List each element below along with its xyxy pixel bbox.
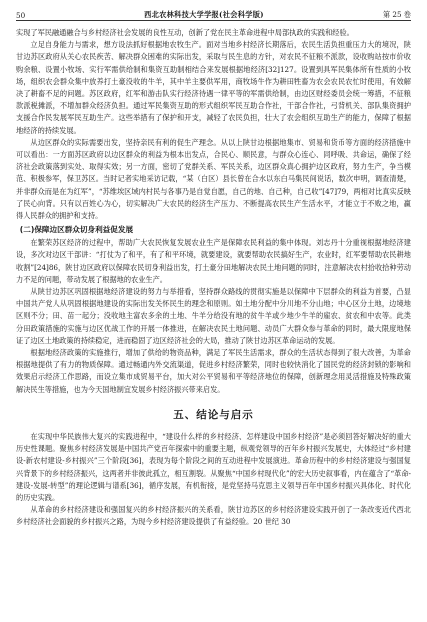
paragraph-people-first: 从边区群众的实际需要出发，坚持亲民有利的促生产理念。从以上陕甘边根据地集市、贸易和货币等方面的经济措施中可以看出：一方面苏区政府以边区群众的利益为根本出发点，合民心、顺民意，与群众心连心、同呼吸、共命运，确保了经济社会政策落到实处、取得实效；另一方面，密切了党群关系、军民关系，边区群众真心拥护边区政府，努力生产，争当模范、积极参军，保卫苏区。当时记者实地采访记载，“某（白区）县长曾在合水以东白马集民间说话，数次申明，调查清楚，并非群众而是在为红军”，“苏维埃区域内村民与各事乃是自觉自愿，自己的地、自己种，自己收”[47]79，两相对比真实反映了民心向背。只有以百姓心为心，切实解决广大农民的经济生产压力、不断提高农民生产生活水平，才能立于不败之地，赢得人民群众的拥护和支持。 [16,137,411,221]
paragraph-land-policy: 从陕甘边苏区巩固根据地经济建设的努力与举措看，坚持群众路线的贯彻实施是以保障中下层群众的利益为首要，凸显中国共产党人从巩固根据地建设的实际出发关怀民生的理念和原则。如土地分配中分川地不分山地；中心区分土地，边境地区则不分；田、苗一起分；没收地主富农多余的土地、牛羊分给没有地的贫牛羊或少地少牛羊的雇农、贫农和中农等。此类分田政策措施的实施与边区优战工作的开展一体推进，在解决农民土地问题、动员广大群众参与革命的同时，最大限度地保证了边区土地政策的持续稳定，进而稳固了边区经济社会的大局，推动了陕甘边苏区革命运动的发展。 [16,287,411,345]
paragraph-agriculture: 立足自身能力与需求，想方设法抓好根据地农牧生产。面对当地乡村经济长期落后，农民生活负担重压力大的境况，陕甘边苏区政府从关心农民疾苦、解决群众困难的实际出发，采取与民生息的方针，对农民不征粮不派款，设收购站按市价收购余粮、设置小牧场、实行军需供给制和集资互助制相结合来发展根据地经济[32]127。设置到具军民集体所有性质的小牧场，组织农会群众集中放养打土豪没收的牛羊，其中羊主要供军用，商牧场牛作为耕田牲畜为农会农民农忙时使用，有效解决了耕畜不足的问题。苏区政府，红军和游击队实行经济待遇一律平等的军需供给制，由边区财经委员会统一筹措，不征粮款派税摊派，不增加群众经济负担。通过军民集资互助的形式组织军民互助合作社，干部合作社，弓背机关、部队集资拥护支援合作民发展军民互助生产。这些举措有了保护和开支，减轻了农民负担，壮大了农会组织互助生产的能力，保障了根据地经济的持续发展。 [16,40,411,135]
page-number: 50 [16,11,26,20]
subsection-heading: (二)保障边区群众切身利益促发展 [19,225,134,235]
paragraph-farming-support: 在繁荣苏区经济的过程中，帮助广大农民恢复发展农业生产是保障农民利益的集中体现。刘志丹十分重视根据地经济建设，多次对边区干部讲：“打仗为了和平，有了和平环境，就要建设，就要帮助农民搞好生产，农业时，红军要帮助农民耕地收割”[24]86，陕甘边区政府以保障农民切身利益出发，打土豪分田地解决农民土地问题的同时，注意解决农村拾收拾种劳动力不足的问题，带动发展了根据地的农业生产。 [16,238,411,284]
paragraph-continued: 实现了军民融通融合与乡村经济社会发展的良性互动，创新了党在民主革命进程中局部执政的实践和经验。 [16,28,354,37]
volume-number: 第 25 卷 [382,10,411,19]
journal-title: 西北农林科技大学学报(社会科学版) [144,10,264,19]
paragraph-conclusion-1: 在实现中华民族伟大复兴的实践进程中，“建设什么样的乡村经济、怎样建设中国乡村经济”是必须回答好解决好的重大历史性课题。聚焦乡村经济发展是中国共产党百年探索中的重要主题，纵观党领导的百年乡村振兴发展史，大体经过“乡村建设-新农村建设-乡村振兴”三个阶段[36]，表现为每个阶段之间的互动进程中发展演进。革命历程中的乡村经济建设与强国复兴背景下的乡村经济振兴，这两者并非彼此孤立，相互割裂。从聚焦“中国乡村现代化”的宏大历史叙事看，内在蕴含了“革命-建设-发展-转型”的理论逻辑与谱系[36]，循序发展，有机衔接，是党坚持马克思主义领导百年中国乡村振兴具体化、时代化的历史实践。 [16,431,411,502]
paragraph-economic-policy: 根据地经济政策的实施推行，增加了供给的物资品种，满足了军民生活需求，群众的生活状态得到了很大改善，为革命根据地提供了有力的物质保障。通过畅通内外交流渠道，促进乡村经济繁荣，同时也较快消化了国民党的经济封锁的影响和效果启示经济工作思路，而设立集市成贸易平台，加大对公平贸易和平等经济地位的保障，创新理念用灵活措施及特殊政策解决民生等措施，也为今天国地制宜发展乡村经济振兴带来启发。 [16,348,411,394]
running-header [16,0,411,21]
section-heading: 五、结论与启示 [173,408,254,421]
paragraph-conclusion-2: 从革命的乡村经济建设和强国复兴的乡村经济振兴的关系看，陕甘边苏区的乡村经济建设实践开创了一条改变近代西北乡村经济社会面貌的乡村振兴之路，为现今乡村经济建设提供了有益经验。20 世纪 30 [16,505,411,527]
